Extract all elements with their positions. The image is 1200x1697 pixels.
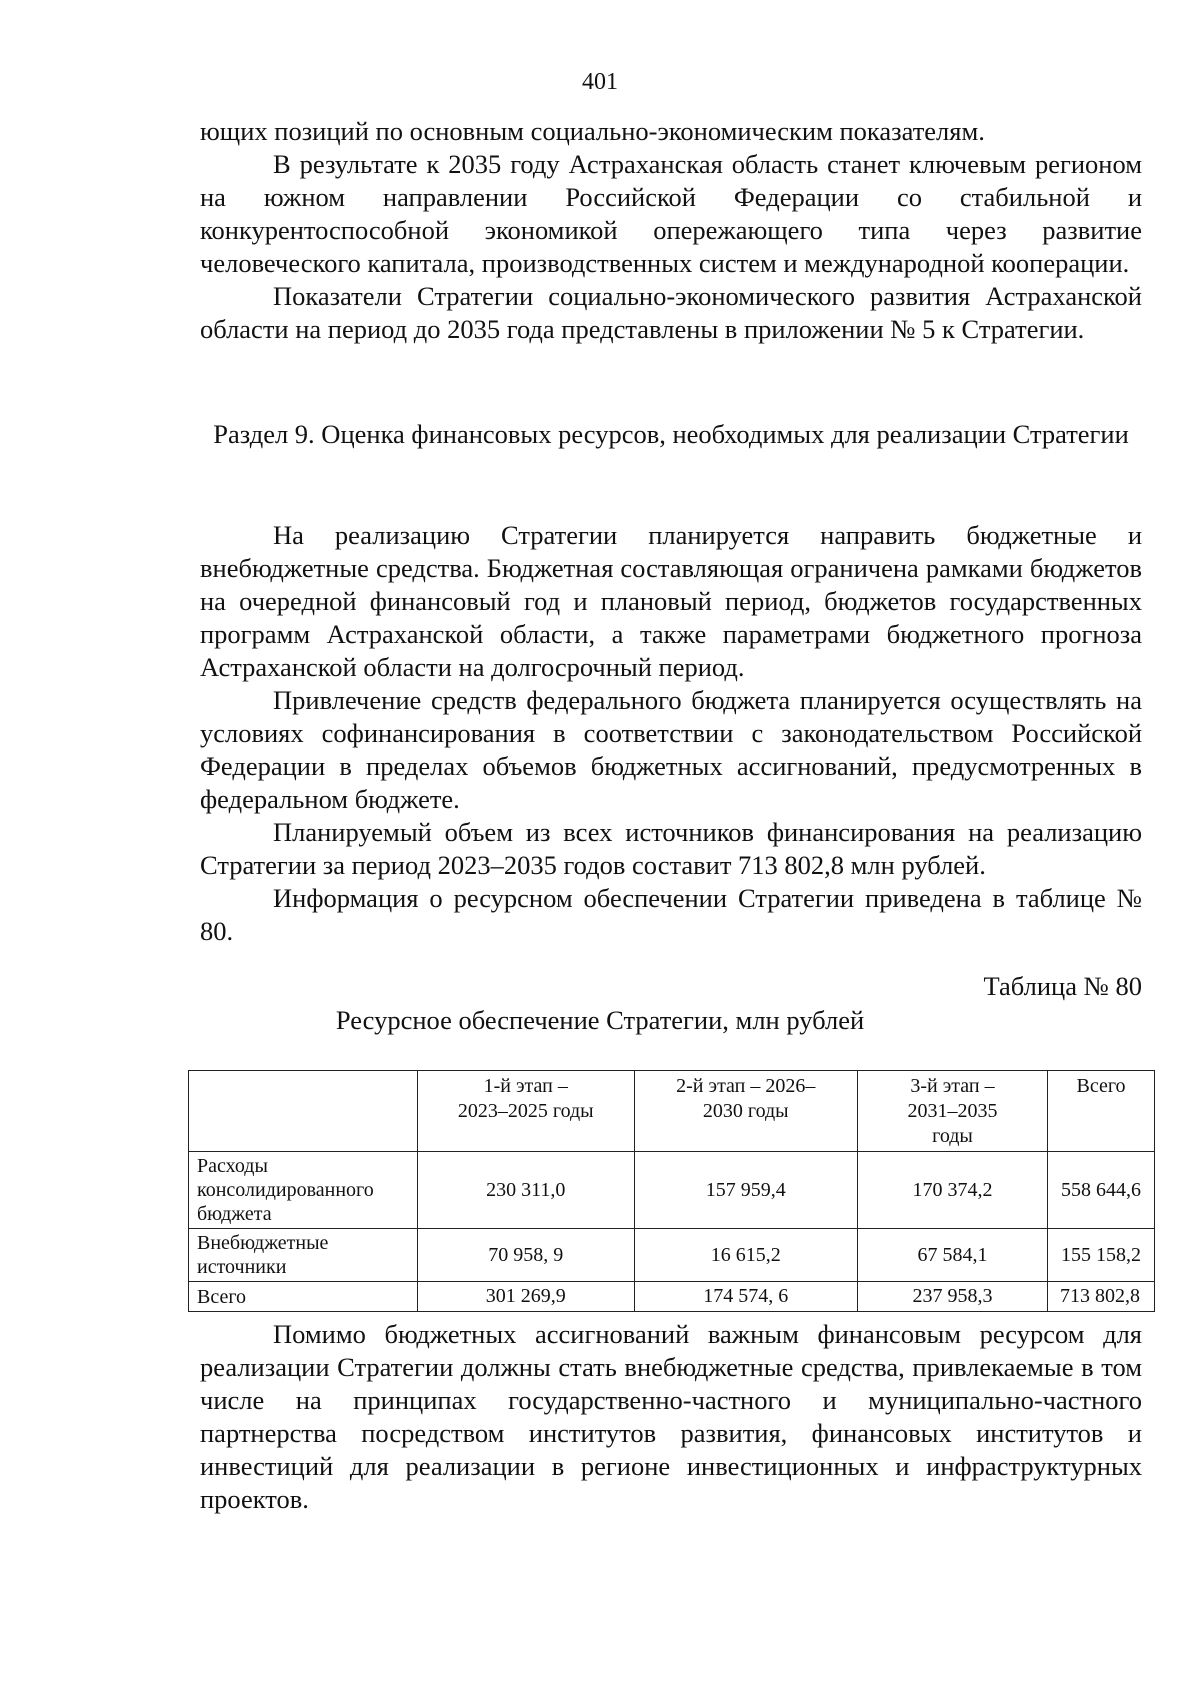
section-heading: Раздел 9. Оценка финансовых ресурсов, необходимых для реализации Стратегии xyxy=(213,419,1129,449)
table-cell: 16 615,2 xyxy=(634,1229,857,1282)
paragraph: В результате к 2035 году Астраханская область станет ключевым регионом на южном направлении Российской Федерации со стабильной и конкурентоспособной экономикой опережающего типа через развитие человеческого капитала, производственных систем и международной кооперации. xyxy=(200,149,1142,278)
table-header-cell: 2-й этап – 2026–2030 годы xyxy=(634,1071,857,1152)
table-header-cell: 3-й этап – 2031–2035 годы xyxy=(857,1071,1047,1152)
paragraph: На реализацию Стратегии планируется направить бюджетные и внебюджетные средства. Бюджетная составляющая ограничена рамками бюджетов на очередной финансовый год и плановый период, бюджетов государственных программ Астраханской области, а также параметрами бюджетного прогноза Астраханской области на долгосрочный период. xyxy=(200,520,1142,682)
paragraph: Планируемый объем из всех источников финансирования на реализацию Стратегии за период 2023–2035 годов составит 713 802,8 млн рублей. xyxy=(200,817,1142,880)
table-cell: 70 958, 9 xyxy=(417,1229,634,1282)
table-cell: Всего xyxy=(189,1282,418,1312)
paragraph: ющих позиций по основным социально-экономическим показателям. xyxy=(200,116,985,146)
table-cell: 155 158,2 xyxy=(1048,1229,1155,1282)
table-cell: 157 959,4 xyxy=(634,1152,857,1229)
body-text-bottom xyxy=(200,1318,1142,1516)
table-header-cell xyxy=(189,1071,418,1152)
paragraph: Показатели Стратегии социально-экономического развития Астраханской области на период до 2035 года представлены в приложении № 5 к Стратегии. xyxy=(200,281,1142,344)
table-row xyxy=(189,1229,1155,1282)
table-cell: 67 584,1 xyxy=(857,1229,1047,1282)
table-cell: 170 374,2 xyxy=(857,1152,1047,1229)
table-cell: 237 958,3 xyxy=(857,1282,1047,1312)
paragraph: Привлечение средств федерального бюджета планируется осуществлять на условиях софинансирования в соответствии с законодательством Российской Федерации в пределах объемов бюджетных ассигнований, предусмотренных в федеральном бюджете. xyxy=(200,685,1142,814)
table-cell: 558 644,6 xyxy=(1048,1152,1155,1229)
table-label: Таблица № 80 xyxy=(983,971,1142,1001)
body-text-top xyxy=(200,115,1142,346)
table-header-cell: 1-й этап – 2023–2025 годы xyxy=(417,1071,634,1152)
table-title: Ресурсное обеспечение Стратегии, млн рублей xyxy=(335,1005,865,1035)
table-cell: Внебюджетные источники xyxy=(189,1229,418,1282)
body-text-middle xyxy=(200,519,1142,948)
table-cell: 301 269,9 xyxy=(417,1282,634,1312)
paragraph: Информация о ресурсном обеспечении Стратегии приведена в таблице № 80. xyxy=(200,883,1142,946)
table-cell: 174 574, 6 xyxy=(634,1282,857,1312)
table-cell: 713 802,8 xyxy=(1048,1282,1155,1312)
table-header-cell: Всего xyxy=(1048,1071,1155,1152)
table-row xyxy=(189,1152,1155,1229)
table-cell: 230 311,0 xyxy=(417,1152,634,1229)
paragraph: Помимо бюджетных ассигнований важным финансовым ресурсом для реализации Стратегии должны стать внебюджетные средства, привлекаемые в том числе на принципах государственно-частного и муниципально-частного партнерства посредством институтов развития, финансовых институтов и инвестиций для реализации в регионе инвестиционных и инфраструктурных проектов. xyxy=(200,1319,1142,1514)
table-header-row xyxy=(189,1071,1155,1152)
page-number: 401 xyxy=(582,69,618,95)
resource-table xyxy=(188,1070,1155,1312)
table-row xyxy=(189,1282,1155,1312)
table-cell: Расходы консолидированного бюджета xyxy=(189,1152,418,1229)
